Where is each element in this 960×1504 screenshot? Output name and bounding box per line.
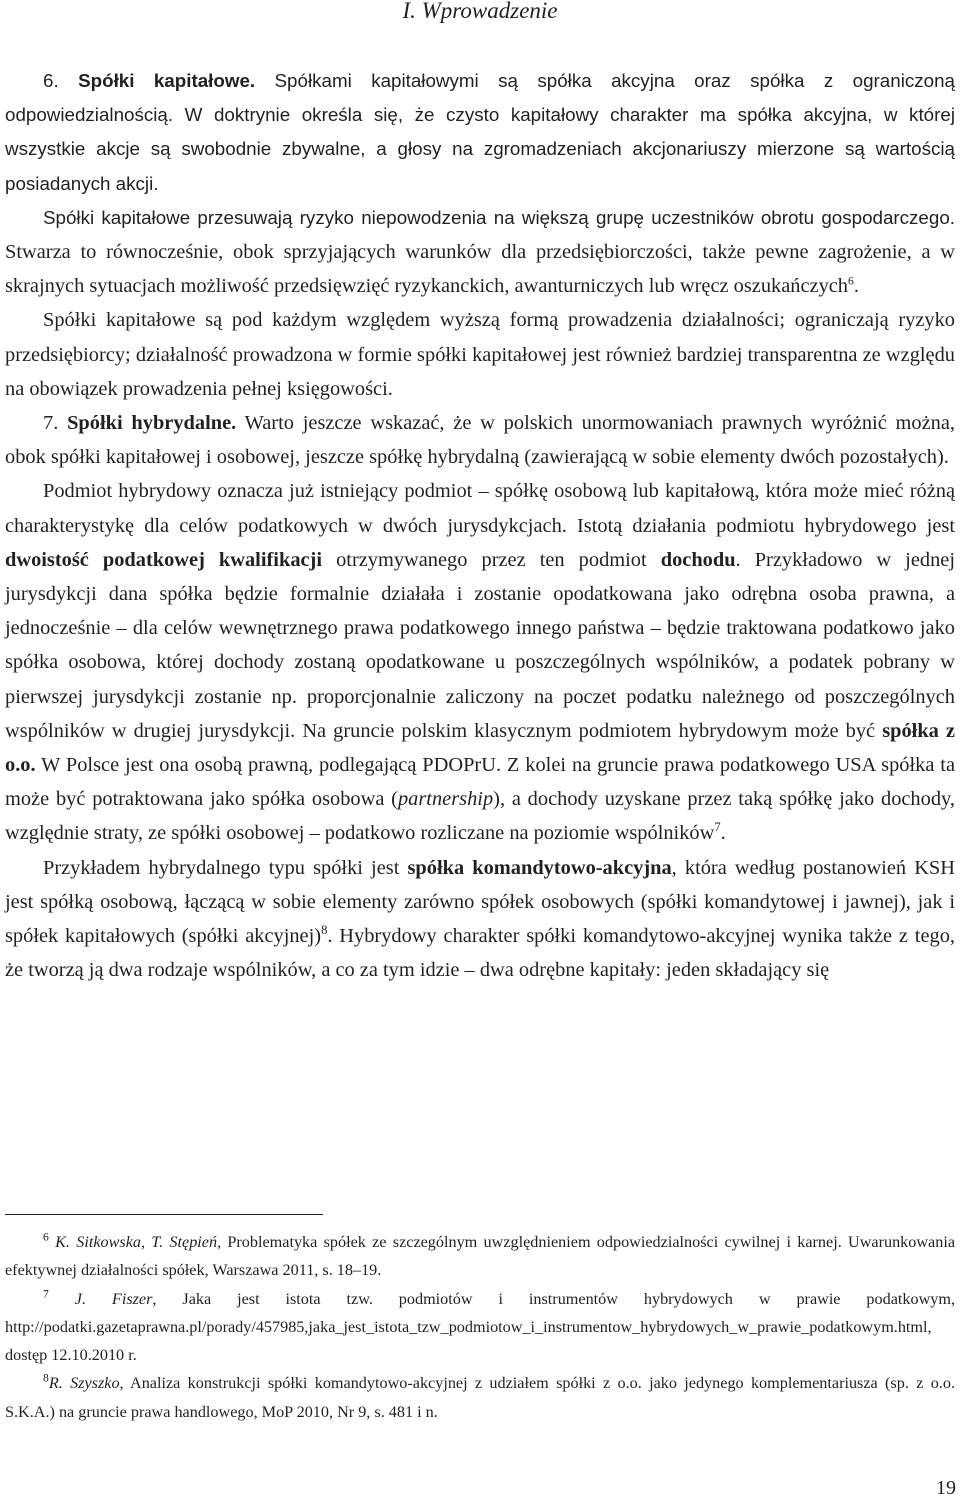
footnote-ref-6: 6 [848, 274, 854, 288]
paragraph-ska: Przykładem hybrydalnego typu spółki jest spółka komandytowo-akcyjna, która według postanowień KSH jest spółką osobową, łączącą w sobie elementy zarówno spółek osobowych (spółki komandytowej i jawnej), jak i spółek kapitałowych (spółki akcyjnej)$^8$. Hybrydowy charakter spółki komandytowo-akcyjnej wynika także z tego, że tworzą ją dwa rodzaje wspólników, a co za tym idzie – dwa odrębne kapitały: jeden składający się [5, 856, 955, 982]
section-number: 6. [43, 70, 79, 91]
section-number: 7. [43, 412, 68, 435]
footnote-7: $^7$ J. Fiszer, Jaka jest istota tzw. podmiotów i instrumentów hybrydowych w prawie podatkowym, http://podatki.gazetaprawna.pl/porady/457985,jaka_jest_istota_tzw_podmiotow_i_instrumentow_hybrydowych_w_prawie_podatkowym.html, dostęp 12.10.2010 r. [5, 1287, 956, 1365]
page-number: 19 [936, 1477, 956, 1499]
paragraph-ryzyko: Spółki kapitałowe przesuwają ryzyko niepowodzenia na większą grupę uczestników obrotu gospodarczego. Stwarza to równocześnie, obok sprzyjających warunków dla przedsiębiorczości, także pewne zagrożenie, a w skrajnych sytuacjach możliwość przedsięwzięć ryzykanckich, awanturniczych lub wręcz oszukańczych$^6$. [5, 206, 955, 298]
footnote-separator [5, 1214, 323, 1215]
section-term: Spółki hybrydalne. [67, 412, 237, 435]
footnotes [5, 1228, 955, 1426]
section-term: Spółki kapitałowe. [78, 70, 256, 91]
paragraph-spolki-hybrydalne: 7. Spółki hybrydalne. Warto jeszcze wskazać, że w polskich unormowaniach prawnych wyróżnić można, obok spółki kapitałowej i osobowej, jeszcze spółkę hybrydalną (zawierającą w sobie elementy dwóch pozostałych). [5, 412, 955, 469]
footnote-6: $^6$ K. Sitkowska, T. Stępień, Problematyka spółek ze szczególnym uwzględnieniem odpowiedzialności cywilnej i karnej. Uwarunkowania efektywnej działalności spółek, Warszawa 2011, s. 18–19. [5, 1230, 956, 1280]
running-header: I. Wprowadzenie [402, 0, 558, 23]
paragraph-wyzsza-forma: Spółki kapitałowe są pod każdym względem wyższą formą prowadzenia działalności; ograniczają ryzyko przedsiębiorcy; działalność prowadzona w formie spółki kapitałowej jest również bardziej transparentna ze względu na obowiązek prowadzenia pełnej księgowości. [5, 309, 955, 400]
footnote-8: $^8$R. Szyszko, Analiza konstrukcji spółki komandytowo-akcyjnej z udziałem spółki z o.o. jako jedynego komplementariusza (sp. z o.o. S.K.A.) na gruncie prawa handlowego, MoP 2010, Nr 9, s. 481 i n. [5, 1372, 955, 1421]
main-text [5, 64, 955, 987]
paragraph-spolki-kapitalowe: 6. Spółki kapitałowe. Spółkami kapitałowymi są spółka akcyjna oraz spółka z ograniczoną odpowiedzialnością. W doktrynie określa się, że czysto kapitałowy charakter ma spółka akcyjna, w której wszystkie akcje są swobodnie zbywalne, a głosy na zgromadzeniach akcjonariuszy mierzone są wartością posiadanych akcji. [5, 70, 955, 194]
paragraph-podmiot-hybrydowy: Podmiot hybrydowy oznacza już istniejący podmiot – spółkę osobową lub kapitałową, która może mieć różną charakterystykę dla celów podatkowych w dwóch jurysdykcjach. Istotą działania podmiotu hybrydowego jest dwoistość podatkowej kwalifikacji otrzymywanego przez ten podmiot dochodu. Przykładowo w jednej jurysdykcji dana spółka będzie formalnie działała i zostanie opodatkowana jako odrębna osoba prawna, a jednocześnie – dla celów wewnętrznego prawa podatkowego innego państwa – będzie traktowana podatkowo jako spółka osobowa, której dochody zostaną opodatkowane u poszczególnych wspólników, a podatek pobrany w pierwszej jurysdykcji zostanie np. proporcjonalnie zaliczony na poczet podatku należnego od poszczególnych wspólników w drugiej jurysdykcji. Na gruncie polskim klasycznym podmiotem hybrydowym może być spółka z o.o. W Polsce jest ona osobą prawną, podlegającą PDOPrU. Z kolei na gruncie prawa podatkowego USA spółka ta może być potraktowana jako spółka osobowa (partnership), a dochody uzyskane przez taką spółkę jako dochody, względnie straty, ze spółki osobowej – podatkowo rozliczane na poziomie wspólników$^7$. [5, 480, 955, 845]
footnote-ref-8: 8 [321, 923, 328, 938]
footnote-ref-7: 7 [714, 820, 721, 835]
